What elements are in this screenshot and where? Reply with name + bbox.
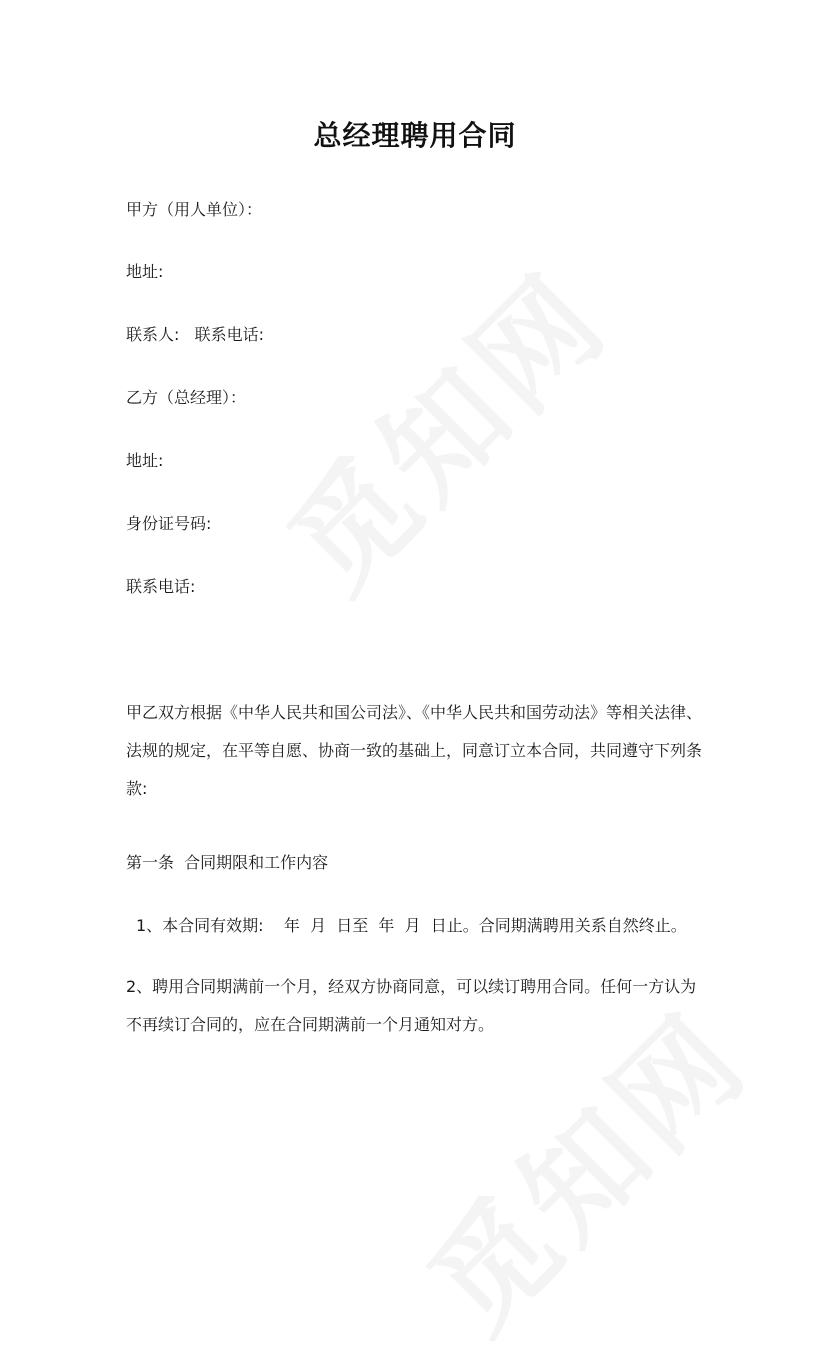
document-title: 总经理聘用合同 — [313, 119, 517, 152]
party-b-address-label: 地址: — [126, 451, 164, 470]
party-a-label: 甲方（用人单位）： — [126, 200, 263, 219]
article-1-clause-1: 1、本合同有效期: 年 月 日至 年 月 日止。合同期满聘用关系自然终止。 — [136, 916, 687, 935]
watermark — [245, 229, 638, 622]
party-a-address-label: 地址: — [126, 262, 164, 281]
article-1-heading: 第一条 合同期限和工作内容 — [126, 853, 329, 872]
party-b-phone-label: 联系电话: — [126, 577, 196, 596]
party-a-contact-label: 联系人: 联系电话: — [126, 325, 265, 344]
party-b-label: 乙方（总经理）： — [126, 388, 247, 407]
preamble-paragraph: 甲乙双方根据《中华人民共和国公司法》、《中华人民共和国劳动法》等相关法律、法规的规定，在平等自愿、协商一致的基础上，同意订立本合同，共同遵守下列条款: — [126, 703, 703, 798]
party-b-id-label: 身份证号码: — [126, 514, 212, 533]
article-1-clause-2: 2、聘用合同期满前一个月，经双方协商同意，可以续订聘用合同。任何一方认为不再续订合同的，应在合同期满前一个月通知对方。 — [126, 977, 697, 1034]
